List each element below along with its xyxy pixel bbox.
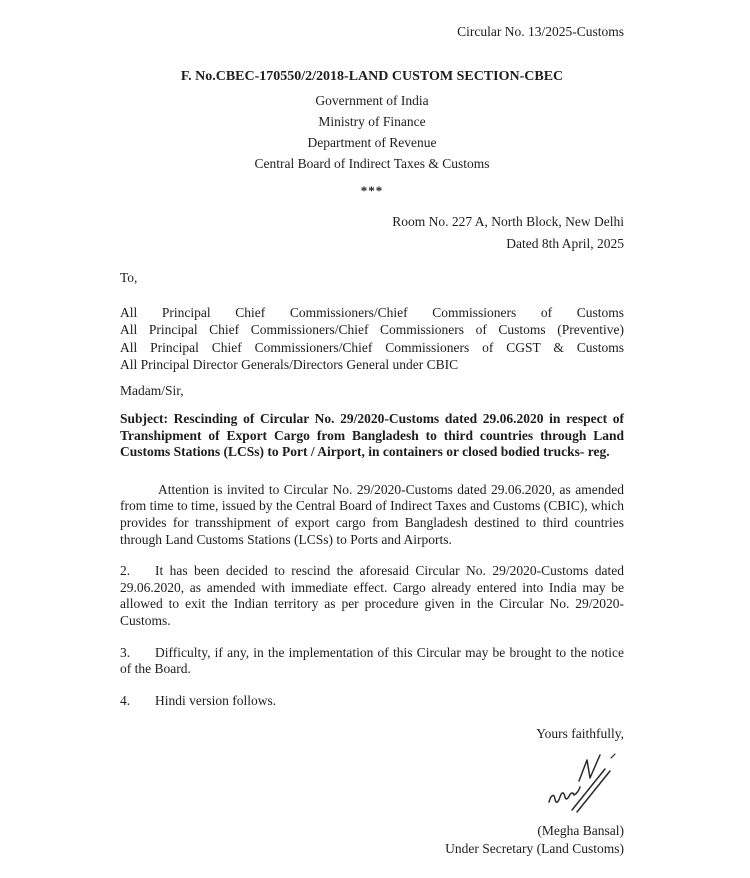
paragraph-number: 3. — [120, 644, 131, 660]
paragraph-text: Difficulty, if any, in the implementation of this Circular may be brought to the notice of the Board. — [120, 644, 624, 677]
signatory-name: (Megha Bansal) — [537, 823, 624, 839]
signatory-title: Under Secretary (Land Customs) — [445, 840, 624, 856]
numbered-paragraph-3 — [120, 645, 624, 678]
circular-number: Circular No. 13/2025-Customs — [457, 24, 624, 39]
organization-block — [120, 90, 624, 174]
org-line-government: Government of India — [315, 93, 429, 109]
recipient-line: All Principal Director Generals/Directors General under CBIC — [120, 357, 459, 372]
numbered-paragraph-2 — [120, 563, 624, 629]
org-line-ministry: Ministry of Finance — [318, 114, 426, 130]
closing-phrase: Yours faithfully, — [536, 726, 624, 742]
paragraph-number: 2. — [120, 563, 131, 579]
org-line-board: Central Board of Indirect Taxes & Customs — [254, 156, 490, 172]
letter-date: Dated 8th April, 2025 — [506, 235, 624, 251]
signature-block — [120, 751, 624, 857]
address-date-block — [120, 211, 624, 255]
recipient-line: All Principal Chief Commissioners/Chief Commissioners of CGST & Customs — [120, 339, 624, 355]
intro-paragraph: Attention is invited to Circular No. 29/2020-Customs dated 29.06.2020, as amended from time to time, issued by the Central Board of Indirect Taxes and Customs (CBIC), which provides for transshipment of export cargo from Bangladesh destined to third countries through Land Customs Stations (LCSs) to Ports and Airports. — [120, 481, 624, 547]
office-address: Room No. 227 A, North Block, New Delhi — [392, 213, 624, 229]
signature-scribble — [546, 751, 618, 815]
salutation: Madam/Sir, — [120, 382, 184, 398]
subject-line: Subject: Rescinding of Circular No. 29/2020-Customs dated 29.06.2020 in respect of Transhipment of Export Cargo from Bangladesh to third countries through Land Customs Stations (LCSs) to Port / Airport, in containers or closed bodied trucks- reg. — [120, 411, 624, 460]
recipient-line: All Principal Chief Commissioners/Chief Commissioners of Customs (Preventive) — [120, 322, 624, 337]
paragraph-text: Hindi version follows. — [155, 692, 277, 708]
file-number: F. No.CBEC-170550/2/2018-LAND CUSTOM SECTION-CBEC — [180, 68, 564, 84]
org-line-department: Department of Revenue — [307, 135, 437, 151]
recipient-line: All Principal Chief Commissioners/Chief Commissioners of Customs — [120, 304, 624, 320]
to-label: To, — [120, 269, 138, 285]
asterisk-separator: *** — [360, 183, 384, 199]
paragraph-text: It has been decided to rescind the aforesaid Circular No. 29/2020-Customs dated 29.06.2020, as amended with immediate effect. Cargo already entered into India may be allowed to exit the Indian territory as per procedure given in the Circular No. 29/2020-Customs. — [120, 563, 624, 629]
paragraph-number: 4. — [120, 692, 131, 708]
numbered-paragraph-4 — [120, 693, 624, 710]
recipients-block — [120, 304, 624, 374]
